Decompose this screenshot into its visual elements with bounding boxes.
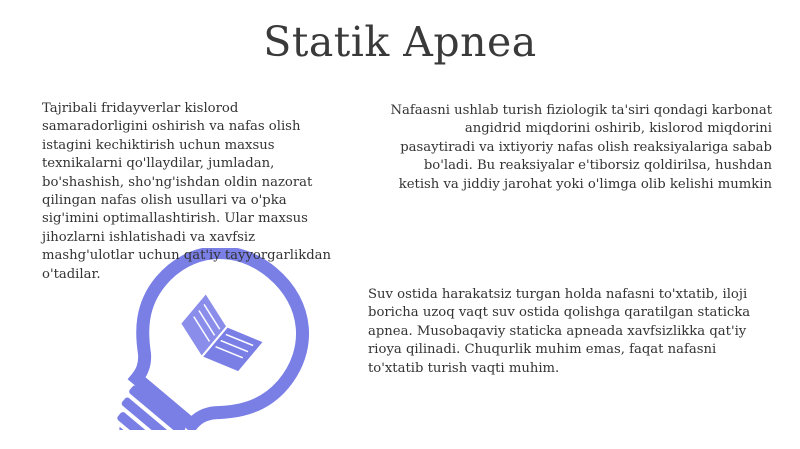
right-paragraph: Nafaasni ushlab turish fiziologik ta'siri qondagi karbonat angidrid miqdorini oshirib, kislorod miqdorini pasaytiradi va ixtiyoriy nafas olish reaksiyalariga sabab bo'ladi. Bu reaksiyalar e'tiborsiz qoldirilsa, hushdan ketish va jiddiy jarohat yoki o'limga olib kelishi mumkin [390,103,772,192]
slide-title: Statik Apnea [263,18,537,66]
left-paragraph: Tajribali fridayverlar kislorod samaradorligini oshirish va nafas olish istagini kechiktirish uchun maxsus texnikalarni qo'llaydilar, jumladan, bo'shashish, sho'ng'ishdan oldin nazorat qilingan nafas olish usullari va o'pka sig'imini optimallashtirish. Ular maxsus jihozlarni ishlatishadi va xavfsiz mashg'ulotlar uchun qat'iy tayyorgarlikdan o'tadilar. [42,101,331,282]
bottom-paragraph: Suv ostida harakatsiz turgan holda nafasni to'xtatib, iloji boricha uzoq vaqt suv ostida qolishga qaratilgan staticka apnea. Musobaqaviy staticka apneada xavfsizlikka qat'iy rioya qilinadi. Chuqurlik muhim emas, faqat nafasni to'xtatib turish vaqti muhim. [368,287,751,376]
